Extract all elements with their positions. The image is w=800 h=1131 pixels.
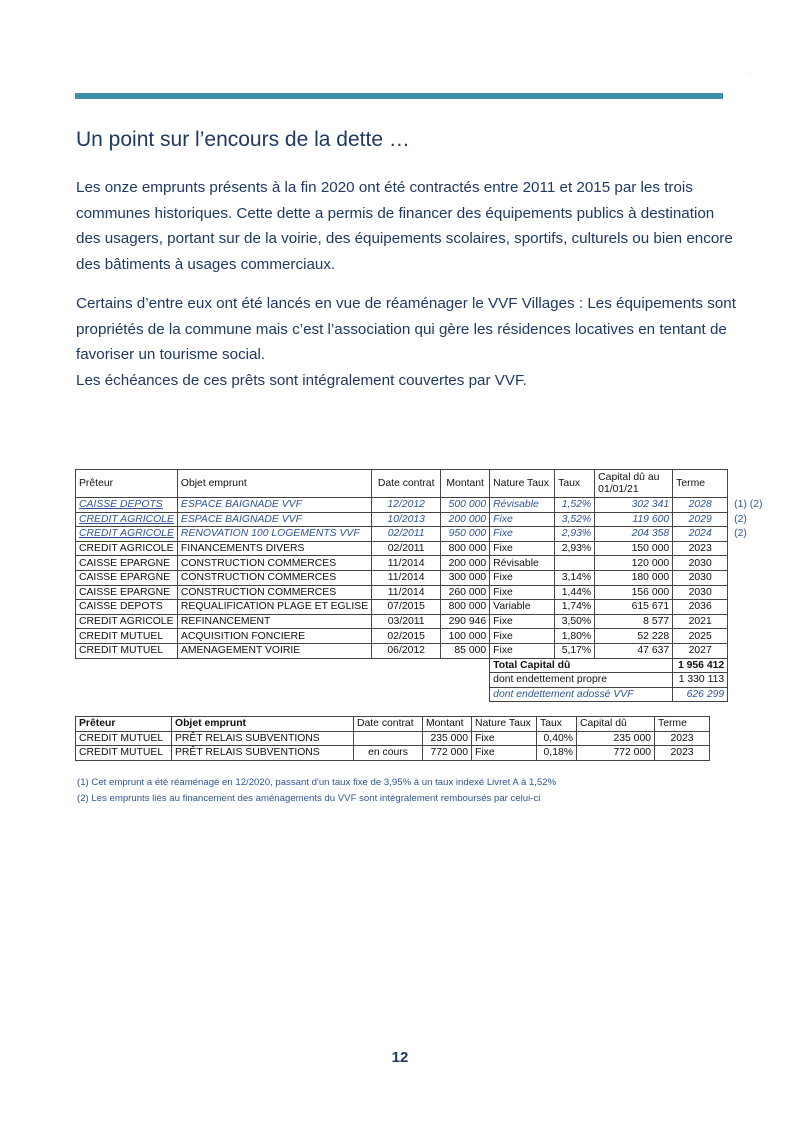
cell-taux: 3,50% [555, 614, 595, 629]
table-row [76, 731, 710, 746]
header-capital: Capital dû au 01/01/21 [595, 470, 673, 498]
header-taux: Taux [555, 470, 595, 498]
cell-objet: AMENAGEMENT VOIRIE [177, 643, 371, 658]
cell-preteur: CREDIT AGRICOLE [76, 614, 178, 629]
cell-preteur: CREDIT MUTUEL [76, 731, 172, 746]
cell-nature: Révisable [490, 556, 555, 571]
cell-montant: 800 000 [441, 541, 490, 556]
cell-terme: 2021 [673, 614, 728, 629]
cell-nature: Fixe [490, 527, 555, 542]
top-rule [75, 93, 723, 99]
cell-terme: 2030 [673, 570, 728, 585]
cell-date: 02/2015 [372, 629, 441, 644]
cell-nature: Fixe [490, 629, 555, 644]
table-row [76, 541, 776, 556]
cell-terme: 2023 [655, 746, 710, 761]
table-header-row [76, 470, 776, 498]
cell-objet: ACQUISITION FONCIERE [177, 629, 371, 644]
cell-montant: 950 000 [441, 527, 490, 542]
cell-objet: CONSTRUCTION COMMERCES [177, 570, 371, 585]
cell-date: 11/2014 [372, 556, 441, 571]
cell-taux: 5,17% [555, 643, 595, 658]
cell-taux: 2,93% [555, 541, 595, 556]
cell-taux: 2,93% [555, 527, 595, 542]
cell-nature: Variable [490, 600, 555, 615]
cell-capital: 120 000 [595, 556, 673, 571]
cell-preteur: CAISSE DEPOTS [76, 600, 178, 615]
cell-note [728, 541, 776, 556]
cell-objet: REFINANCEMENT [177, 614, 371, 629]
cell-terme: 2029 [673, 512, 728, 527]
debt-table [75, 469, 776, 702]
paragraph-2a: Certains d’entre eux ont été lancés en vue de réaménager le VVF Villages : Les équipements sont propriétés de la commune mais c’est l’association qui gère les résidences locatives en tentant de favoriser un tourisme social. [76, 295, 736, 363]
cell-montant: 300 000 [441, 570, 490, 585]
cell-nature: Révisable [490, 498, 555, 513]
cell-date: en cours [354, 746, 423, 761]
cell-date: 02/2011 [372, 527, 441, 542]
cell-objet: CONSTRUCTION COMMERCES [177, 556, 371, 571]
vvf-debt-row [76, 687, 776, 702]
header-terme: Terme [673, 470, 728, 498]
cell-capital: 180 000 [595, 570, 673, 585]
page-title: Un point sur l’encours de la dette … [76, 128, 410, 151]
table-row [76, 746, 710, 761]
cell-nature: Fixe [490, 512, 555, 527]
cell-montant: 800 000 [441, 600, 490, 615]
header-date: Date contrat [354, 717, 423, 732]
cell-taux [555, 556, 595, 571]
cell-terme: 2025 [673, 629, 728, 644]
cell-date: 07/2015 [372, 600, 441, 615]
table-row [76, 512, 776, 527]
cell-note [728, 570, 776, 585]
cell-capital: 52 228 [595, 629, 673, 644]
cell-date: 11/2014 [372, 585, 441, 600]
cell-nature: Fixe [490, 570, 555, 585]
cell-date: 06/2012 [372, 643, 441, 658]
cell-montant: 772 000 [423, 746, 472, 761]
paragraph-2 [76, 291, 736, 393]
cell-taux: 1,74% [555, 600, 595, 615]
cell-note [728, 629, 776, 644]
cell-montant: 235 000 [423, 731, 472, 746]
cell-objet: ESPACE BAIGNADE VVF [177, 498, 371, 513]
header-preteur: Prêteur [76, 717, 172, 732]
cell-preteur: CREDIT AGRICOLE [76, 527, 178, 542]
cell-objet: PRÊT RELAIS SUBVENTIONS [172, 746, 354, 761]
cell-note [728, 556, 776, 571]
cell-note: (2) [734, 528, 747, 540]
table-row [76, 570, 776, 585]
table-row [76, 614, 776, 629]
cell-montant: 260 000 [441, 585, 490, 600]
cell-note [728, 600, 776, 615]
cell-nature: Fixe [472, 746, 537, 761]
header-date: Date contrat [372, 470, 441, 498]
cell-preteur: CAISSE EPARGNE [76, 570, 178, 585]
cell-terme: 2030 [673, 585, 728, 600]
cell-note [728, 614, 776, 629]
cell-objet: ESPACE BAIGNADE VVF [177, 512, 371, 527]
cell-date: 03/2011 [372, 614, 441, 629]
cell-taux: 0,18% [537, 746, 577, 761]
cell-capital: 8 577 [595, 614, 673, 629]
total-capital-row [76, 658, 776, 673]
cell-capital: 47 637 [595, 643, 673, 658]
cell-date: 10/2013 [372, 512, 441, 527]
cell-note: (2) [734, 513, 747, 525]
cell-montant: 200 000 [441, 512, 490, 527]
own-debt-row-value: 1 330 113 [673, 673, 728, 688]
table-header-row [76, 717, 710, 732]
header-nature: Nature Taux [490, 470, 555, 498]
footnote-1: (1) Cet emprunt a été réaménagé en 12/2020, passant d'un taux fixe de 3,95% à un taux indexé Livret A à 1,52% [77, 777, 557, 788]
header-montant: Montant [441, 470, 490, 498]
footnotes [77, 775, 556, 807]
header-objet: Objet emprunt [172, 717, 354, 732]
cell-date: 12/2012 [372, 498, 441, 513]
table-row [76, 643, 776, 658]
cell-capital: 235 000 [577, 731, 655, 746]
cell-capital: 119 600 [595, 512, 673, 527]
cell-preteur: CREDIT AGRICOLE [76, 512, 178, 527]
cell-montant: 200 000 [441, 556, 490, 571]
cell-preteur: CAISSE EPARGNE [76, 556, 178, 571]
cell-taux: 1,80% [555, 629, 595, 644]
table-row [76, 498, 776, 513]
cell-taux: 1,52% [555, 498, 595, 513]
cell-capital: 204 358 [595, 527, 673, 542]
cell-terme: 2036 [673, 600, 728, 615]
cell-montant: 500 000 [441, 498, 490, 513]
cell-date: 02/2011 [372, 541, 441, 556]
header-terme: Terme [655, 717, 710, 732]
cell-montant: 100 000 [441, 629, 490, 644]
cell-taux: 0,40% [537, 731, 577, 746]
footnote-2: (2) Les emprunts liés au financement des aménagements du VVF sont intégralement remboursés par celui-ci [77, 793, 541, 804]
cell-terme: 2023 [673, 541, 728, 556]
table-row [76, 629, 776, 644]
cell-nature: Fixe [490, 585, 555, 600]
cell-nature: Fixe [490, 614, 555, 629]
cell-nature: Fixe [490, 643, 555, 658]
cell-terme: 2027 [673, 643, 728, 658]
edge-mark: · [748, 70, 751, 79]
cell-date [354, 731, 423, 746]
header-nature: Nature Taux [472, 717, 537, 732]
vvf-debt-row-label: dont endettement adossé VVF [490, 687, 673, 702]
cell-terme: 2024 [673, 527, 728, 542]
cell-note [728, 643, 776, 658]
cell-capital: 302 341 [595, 498, 673, 513]
cell-nature: Fixe [472, 731, 537, 746]
cell-date: 11/2014 [372, 570, 441, 585]
cell-preteur: CAISSE DEPOTS [76, 498, 178, 513]
total-capital-row-label: Total Capital dû [490, 658, 673, 673]
page-number: 12 [391, 1049, 409, 1066]
table-row [76, 600, 776, 615]
cell-montant: 290 946 [441, 614, 490, 629]
header-objet: Objet emprunt [177, 470, 371, 498]
own-debt-row [76, 673, 776, 688]
cell-terme: 2028 [673, 498, 728, 513]
cell-capital: 615 671 [595, 600, 673, 615]
header-preteur: Prêteur [76, 470, 178, 498]
cell-objet: PRÊT RELAIS SUBVENTIONS [172, 731, 354, 746]
header-taux: Taux [537, 717, 577, 732]
table-row [76, 556, 776, 571]
cell-taux: 1,44% [555, 585, 595, 600]
cell-taux: 3,14% [555, 570, 595, 585]
table-row [76, 527, 776, 542]
cell-montant: 85 000 [441, 643, 490, 658]
cell-terme: 2023 [655, 731, 710, 746]
cell-taux: 3,52% [555, 512, 595, 527]
cell-objet: CONSTRUCTION COMMERCES [177, 585, 371, 600]
header-capital: Capital dû [577, 717, 655, 732]
cell-capital: 772 000 [577, 746, 655, 761]
paragraph-2b: Les échéances de ces prêts sont intégralement couvertes par VVF. [76, 371, 527, 389]
cell-preteur: CREDIT MUTUEL [76, 643, 178, 658]
cell-preteur: CREDIT MUTUEL [76, 746, 172, 761]
cell-note: (1) (2) [734, 499, 763, 511]
cell-terme: 2030 [673, 556, 728, 571]
cell-preteur: CAISSE EPARGNE [76, 585, 178, 600]
own-debt-row-label: dont endettement propre [490, 673, 673, 688]
cell-objet: RENOVATION 100 LOGEMENTS VVF [177, 527, 371, 542]
cell-nature: Fixe [490, 541, 555, 556]
cell-preteur: CREDIT AGRICOLE [76, 541, 178, 556]
cell-preteur: CREDIT MUTUEL [76, 629, 178, 644]
cell-capital: 156 000 [595, 585, 673, 600]
total-capital-row-value: 1 956 412 [673, 658, 728, 673]
paragraph-1: Les onze emprunts présents à la fin 2020 ont été contractés entre 2011 et 2015 par les trois communes historiques. Cette dette a permis de financer des équipements publics à destination des usagers, portant sur de la voirie, des équipements scolaires, sportifs, culturels ou bien encore des bâtiments à usages commerciaux. [76, 179, 733, 273]
cell-objet: REQUALIFICATION PLAGE ET EGLISE [177, 600, 371, 615]
header-montant: Montant [423, 717, 472, 732]
cell-note [728, 585, 776, 600]
cell-capital: 150 000 [595, 541, 673, 556]
vvf-debt-row-value: 626 299 [673, 687, 728, 702]
table-row [76, 585, 776, 600]
cell-objet: FINANCEMENTS DIVERS [177, 541, 371, 556]
bridge-loan-table [75, 716, 710, 761]
